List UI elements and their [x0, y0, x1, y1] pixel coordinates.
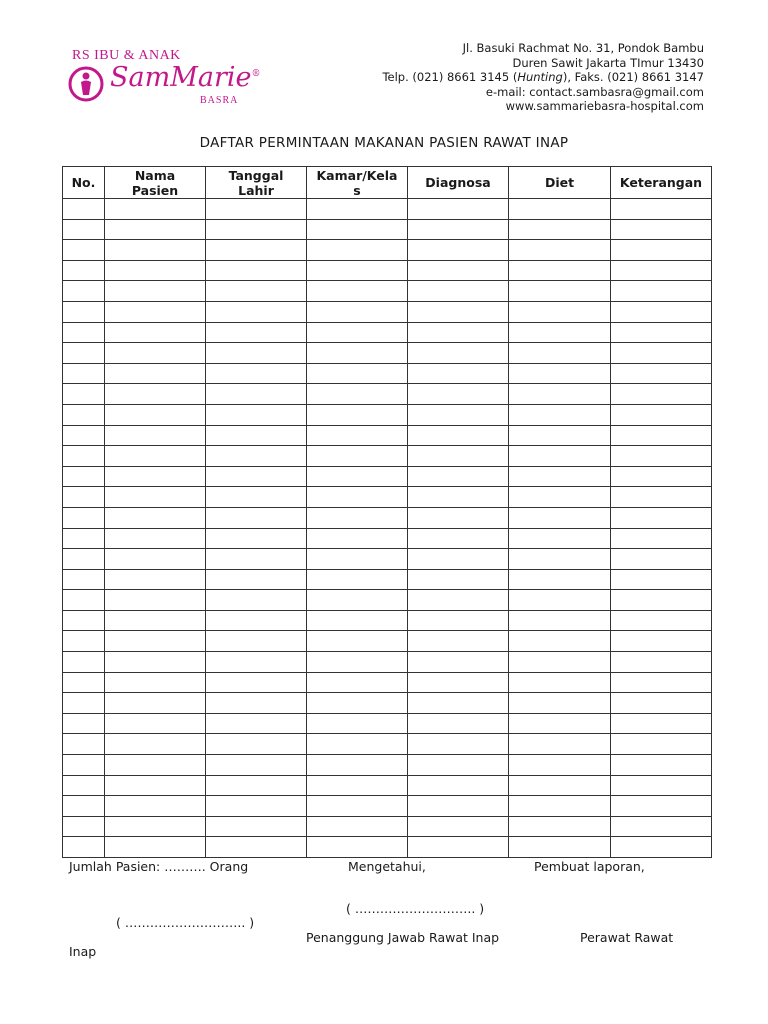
logo-bottom-text: BASRA	[200, 95, 239, 106]
column-header: Kamar/Kela s	[307, 167, 408, 199]
table-row	[63, 590, 712, 611]
table-cell[interactable]	[63, 384, 105, 405]
table-row	[63, 528, 712, 549]
table-cell[interactable]	[611, 425, 712, 446]
table-row	[63, 363, 712, 384]
table-cell[interactable]	[105, 466, 206, 487]
table-row	[63, 507, 712, 528]
table-cell[interactable]	[63, 755, 105, 776]
table-cell[interactable]	[611, 652, 712, 673]
table-cell[interactable]	[509, 734, 611, 755]
column-header: Nama Pasien	[105, 167, 206, 199]
table-cell[interactable]	[105, 363, 206, 384]
table-cell[interactable]	[206, 322, 307, 343]
table-cell[interactable]	[63, 487, 105, 508]
table-cell[interactable]	[63, 816, 105, 837]
table-cell[interactable]	[408, 693, 509, 714]
table-cell[interactable]	[408, 240, 509, 261]
table-cell[interactable]	[105, 713, 206, 734]
table-cell[interactable]	[105, 796, 206, 817]
table-cell[interactable]	[611, 301, 712, 322]
table-cell[interactable]	[206, 281, 307, 302]
table-cell[interactable]	[611, 487, 712, 508]
table-cell[interactable]	[307, 199, 408, 220]
table-cell[interactable]	[307, 528, 408, 549]
table-cell[interactable]	[63, 425, 105, 446]
table-cell[interactable]	[206, 260, 307, 281]
table-cell[interactable]	[63, 610, 105, 631]
table-cell[interactable]	[206, 528, 307, 549]
column-header: Tanggal Lahir	[206, 167, 307, 199]
logo-top-text: RS IBU & ANAK	[72, 48, 181, 63]
table-cell[interactable]	[105, 425, 206, 446]
table-cell[interactable]	[206, 652, 307, 673]
table-row	[63, 322, 712, 343]
table-cell[interactable]	[63, 590, 105, 611]
table-cell[interactable]	[408, 631, 509, 652]
table-cell[interactable]	[509, 384, 611, 405]
jumlah-pasien: Jumlah Pasien: ………. Orang	[69, 859, 249, 874]
table-cell[interactable]	[63, 363, 105, 384]
table-cell[interactable]	[307, 569, 408, 590]
table-cell[interactable]	[509, 610, 611, 631]
table-cell[interactable]	[307, 755, 408, 776]
table-cell[interactable]	[307, 837, 408, 858]
table-cell[interactable]	[611, 590, 712, 611]
column-header: Keterangan	[611, 167, 712, 199]
table-cell[interactable]	[509, 816, 611, 837]
table-cell[interactable]	[611, 713, 712, 734]
table-cell[interactable]	[206, 590, 307, 611]
table-header-row	[63, 167, 712, 199]
table-cell[interactable]	[509, 775, 611, 796]
table-cell[interactable]	[63, 322, 105, 343]
table-cell[interactable]	[63, 507, 105, 528]
table-cell[interactable]	[63, 199, 105, 220]
table-cell[interactable]	[509, 507, 611, 528]
table-cell[interactable]	[611, 837, 712, 858]
pembuat-laporan-label: Pembuat laporan,	[534, 859, 645, 874]
table-cell[interactable]	[408, 775, 509, 796]
table-cell[interactable]	[105, 446, 206, 467]
table-cell[interactable]	[611, 219, 712, 240]
table-cell[interactable]	[206, 775, 307, 796]
table-cell[interactable]	[408, 384, 509, 405]
table-cell[interactable]	[509, 260, 611, 281]
table-cell[interactable]	[206, 713, 307, 734]
table-cell[interactable]	[408, 528, 509, 549]
table-cell[interactable]	[105, 343, 206, 364]
table-cell[interactable]	[206, 384, 307, 405]
table-cell[interactable]	[611, 755, 712, 776]
penanggung-jawab-label: Penanggung Jawab Rawat Inap	[306, 930, 500, 945]
perawat-rawat-label: Perawat Rawat	[580, 930, 674, 945]
table-cell[interactable]	[63, 796, 105, 817]
logo-script-text: SamMarie®	[110, 62, 261, 93]
table-cell[interactable]	[307, 363, 408, 384]
table-cell[interactable]	[206, 425, 307, 446]
signature-line-penanggung: ( ……………………….. )	[346, 901, 485, 916]
column-header: Diagnosa	[408, 167, 509, 199]
table-cell[interactable]	[105, 631, 206, 652]
table-cell[interactable]	[611, 466, 712, 487]
table-row	[63, 384, 712, 405]
table-cell[interactable]	[408, 796, 509, 817]
table-cell[interactable]	[509, 528, 611, 549]
email-line: e-mail: contact.sambasra@gmail.com	[485, 84, 704, 99]
table-cell[interactable]	[206, 487, 307, 508]
mengetahui-label: Mengetahui,	[348, 859, 426, 874]
table-cell[interactable]	[408, 713, 509, 734]
table-cell[interactable]	[307, 775, 408, 796]
table-cell[interactable]	[105, 755, 206, 776]
logo-mother-child-icon	[68, 66, 104, 102]
table-cell[interactable]	[105, 281, 206, 302]
table-cell[interactable]	[509, 322, 611, 343]
table-cell[interactable]	[611, 549, 712, 570]
table-cell[interactable]	[307, 734, 408, 755]
table-cell[interactable]	[408, 507, 509, 528]
table-row	[63, 755, 712, 776]
table-cell[interactable]	[206, 549, 307, 570]
table-cell[interactable]	[611, 569, 712, 590]
table-cell[interactable]	[408, 569, 509, 590]
table-cell[interactable]	[509, 590, 611, 611]
table-cell[interactable]	[611, 693, 712, 714]
table-cell[interactable]	[206, 631, 307, 652]
table-cell[interactable]	[611, 816, 712, 837]
table-cell[interactable]	[105, 549, 206, 570]
table-cell[interactable]	[611, 199, 712, 220]
table-cell[interactable]	[509, 549, 611, 570]
table-cell[interactable]	[509, 240, 611, 261]
table-cell[interactable]	[509, 343, 611, 364]
table-cell[interactable]	[611, 734, 712, 755]
table-row	[63, 466, 712, 487]
table-row	[63, 425, 712, 446]
table-cell[interactable]	[206, 755, 307, 776]
table-cell[interactable]	[307, 425, 408, 446]
table-cell[interactable]	[105, 652, 206, 673]
table-cell[interactable]	[105, 487, 206, 508]
table-cell[interactable]	[206, 466, 307, 487]
table-cell[interactable]	[206, 693, 307, 714]
table-cell[interactable]	[105, 507, 206, 528]
table-cell[interactable]	[611, 343, 712, 364]
table-cell[interactable]	[408, 672, 509, 693]
table-cell[interactable]	[63, 775, 105, 796]
table-cell[interactable]	[63, 466, 105, 487]
table-cell[interactable]	[408, 549, 509, 570]
table-row	[63, 610, 712, 631]
table-cell[interactable]	[63, 260, 105, 281]
table-cell[interactable]	[63, 446, 105, 467]
table-cell[interactable]	[611, 384, 712, 405]
table-cell[interactable]	[509, 713, 611, 734]
table-cell[interactable]	[105, 816, 206, 837]
table-cell[interactable]	[105, 590, 206, 611]
table-cell[interactable]	[408, 446, 509, 467]
table-cell[interactable]	[307, 652, 408, 673]
table-row	[63, 796, 712, 817]
table-cell[interactable]	[408, 404, 509, 425]
table-cell[interactable]	[307, 219, 408, 240]
hospital-logo	[68, 46, 261, 112]
table-row	[63, 672, 712, 693]
signature-line-perawat: ( ……………………….. )	[116, 915, 255, 930]
table-cell[interactable]	[408, 199, 509, 220]
address-line: Jl. Basuki Rachmat No. 31, Pondok Bambu	[462, 41, 704, 55]
table-row	[63, 301, 712, 322]
table-row	[63, 837, 712, 858]
table-row	[63, 713, 712, 734]
table-cell[interactable]	[307, 713, 408, 734]
table-cell[interactable]	[206, 610, 307, 631]
table-row	[63, 775, 712, 796]
table-cell[interactable]	[408, 322, 509, 343]
table-cell[interactable]	[509, 755, 611, 776]
table-cell[interactable]	[63, 343, 105, 364]
table-cell[interactable]	[206, 569, 307, 590]
table-cell[interactable]	[63, 837, 105, 858]
table-cell[interactable]	[105, 569, 206, 590]
table-cell[interactable]	[206, 219, 307, 240]
table-cell[interactable]	[105, 404, 206, 425]
table-cell[interactable]	[408, 466, 509, 487]
table-row	[63, 240, 712, 261]
table-cell[interactable]	[105, 837, 206, 858]
table-cell[interactable]	[408, 816, 509, 837]
table-cell[interactable]	[307, 549, 408, 570]
table-cell[interactable]	[611, 363, 712, 384]
table-cell[interactable]	[105, 219, 206, 240]
table-cell[interactable]	[63, 281, 105, 302]
table-row	[63, 569, 712, 590]
table-cell[interactable]	[206, 240, 307, 261]
table-cell[interactable]	[105, 301, 206, 322]
table-cell[interactable]	[307, 816, 408, 837]
column-header: No.	[63, 167, 105, 199]
table-cell[interactable]	[63, 631, 105, 652]
table-cell[interactable]	[509, 219, 611, 240]
table-cell[interactable]	[408, 219, 509, 240]
table-cell[interactable]	[509, 569, 611, 590]
table-cell[interactable]	[307, 610, 408, 631]
phone-fax-line: Telp. (021) 8661 3145 (Hunting), Faks. (021) 8661 3147	[382, 70, 704, 84]
table-cell[interactable]	[307, 240, 408, 261]
table-cell[interactable]	[307, 301, 408, 322]
table-cell[interactable]	[105, 199, 206, 220]
table-cell[interactable]	[408, 734, 509, 755]
table-cell[interactable]	[63, 301, 105, 322]
table-cell[interactable]	[509, 796, 611, 817]
perawat-inap-label: Inap	[69, 944, 97, 959]
table-cell[interactable]	[206, 404, 307, 425]
table-row	[63, 693, 712, 714]
table-cell[interactable]	[63, 713, 105, 734]
table-cell[interactable]	[206, 507, 307, 528]
table-cell[interactable]	[611, 507, 712, 528]
table-cell[interactable]	[307, 507, 408, 528]
table-cell[interactable]	[206, 816, 307, 837]
hospital-address	[382, 41, 704, 114]
table-cell[interactable]	[408, 260, 509, 281]
table-cell[interactable]	[206, 734, 307, 755]
table-cell[interactable]	[611, 796, 712, 817]
table-row	[63, 219, 712, 240]
table-row	[63, 549, 712, 570]
table-cell[interactable]	[63, 693, 105, 714]
table-cell[interactable]	[63, 652, 105, 673]
table-cell[interactable]	[408, 343, 509, 364]
table-cell[interactable]	[63, 569, 105, 590]
table-cell[interactable]	[408, 590, 509, 611]
table-cell[interactable]	[307, 322, 408, 343]
table-cell[interactable]	[63, 404, 105, 425]
table-cell[interactable]	[307, 796, 408, 817]
table-cell[interactable]	[408, 425, 509, 446]
table-cell[interactable]	[307, 672, 408, 693]
table-cell[interactable]	[611, 322, 712, 343]
table-cell[interactable]	[105, 384, 206, 405]
table-cell[interactable]	[408, 652, 509, 673]
table-cell[interactable]	[611, 260, 712, 281]
patient-meal-table	[62, 166, 712, 858]
table-cell[interactable]	[611, 775, 712, 796]
table-cell[interactable]	[408, 755, 509, 776]
table-row	[63, 734, 712, 755]
table-row	[63, 260, 712, 281]
table-cell[interactable]	[509, 487, 611, 508]
table-cell[interactable]	[408, 837, 509, 858]
table-cell[interactable]	[105, 528, 206, 549]
table-cell[interactable]	[206, 672, 307, 693]
table-cell[interactable]	[509, 446, 611, 467]
table-cell[interactable]	[509, 425, 611, 446]
table-cell[interactable]	[63, 549, 105, 570]
table-cell[interactable]	[206, 446, 307, 467]
table-cell[interactable]	[408, 363, 509, 384]
table-cell[interactable]	[206, 837, 307, 858]
table-cell[interactable]	[105, 672, 206, 693]
table-cell[interactable]	[611, 281, 712, 302]
table-cell[interactable]	[307, 631, 408, 652]
table-cell[interactable]	[63, 672, 105, 693]
table-cell[interactable]	[105, 693, 206, 714]
table-cell[interactable]	[307, 487, 408, 508]
table-cell[interactable]	[307, 446, 408, 467]
table-cell[interactable]	[509, 652, 611, 673]
table-cell[interactable]	[611, 672, 712, 693]
table-cell[interactable]	[509, 301, 611, 322]
table-cell[interactable]	[63, 734, 105, 755]
table-cell[interactable]	[509, 281, 611, 302]
table-cell[interactable]	[509, 693, 611, 714]
table-cell[interactable]	[307, 260, 408, 281]
table-row	[63, 487, 712, 508]
table-cell[interactable]	[509, 363, 611, 384]
website-line: www.sammariebasra-hospital.com	[505, 99, 704, 113]
table-cell[interactable]	[509, 466, 611, 487]
table-cell[interactable]	[408, 487, 509, 508]
table-cell[interactable]	[307, 281, 408, 302]
table-row	[63, 404, 712, 425]
table-cell[interactable]	[307, 404, 408, 425]
table-row	[63, 631, 712, 652]
table-cell[interactable]	[307, 466, 408, 487]
table-row	[63, 446, 712, 467]
table-cell[interactable]	[105, 610, 206, 631]
column-header: Diet	[509, 167, 611, 199]
table-cell[interactable]	[63, 528, 105, 549]
table-row	[63, 281, 712, 302]
table-cell[interactable]	[509, 199, 611, 220]
document-title: DAFTAR PERMINTAAN MAKANAN PASIEN RAWAT INAP	[199, 135, 569, 151]
table-cell[interactable]	[611, 528, 712, 549]
table-cell[interactable]	[206, 796, 307, 817]
table-cell[interactable]	[206, 343, 307, 364]
table-cell[interactable]	[509, 837, 611, 858]
address-line: Duren Sawit Jakarta TImur 13430	[512, 55, 704, 70]
table-cell[interactable]	[105, 240, 206, 261]
table-row	[63, 343, 712, 364]
table-cell[interactable]	[307, 590, 408, 611]
table-cell[interactable]	[611, 610, 712, 631]
table-row	[63, 199, 712, 220]
table-cell[interactable]	[611, 631, 712, 652]
table-cell[interactable]	[611, 404, 712, 425]
table-cell[interactable]	[408, 281, 509, 302]
table-cell[interactable]	[105, 775, 206, 796]
table-cell[interactable]	[408, 610, 509, 631]
table-cell[interactable]	[206, 199, 307, 220]
table-cell[interactable]	[63, 219, 105, 240]
table-cell[interactable]	[611, 446, 712, 467]
table-cell[interactable]	[307, 693, 408, 714]
table-cell[interactable]	[105, 322, 206, 343]
table-cell[interactable]	[307, 343, 408, 364]
table-cell[interactable]	[509, 672, 611, 693]
table-cell[interactable]	[509, 631, 611, 652]
table-cell[interactable]	[509, 404, 611, 425]
table-cell[interactable]	[105, 260, 206, 281]
table-cell[interactable]	[408, 301, 509, 322]
table-row	[63, 652, 712, 673]
table-cell[interactable]	[206, 301, 307, 322]
table-cell[interactable]	[307, 384, 408, 405]
table-row	[63, 816, 712, 837]
table-cell[interactable]	[611, 240, 712, 261]
table-cell[interactable]	[63, 240, 105, 261]
table-cell[interactable]	[206, 363, 307, 384]
table-cell[interactable]	[105, 734, 206, 755]
